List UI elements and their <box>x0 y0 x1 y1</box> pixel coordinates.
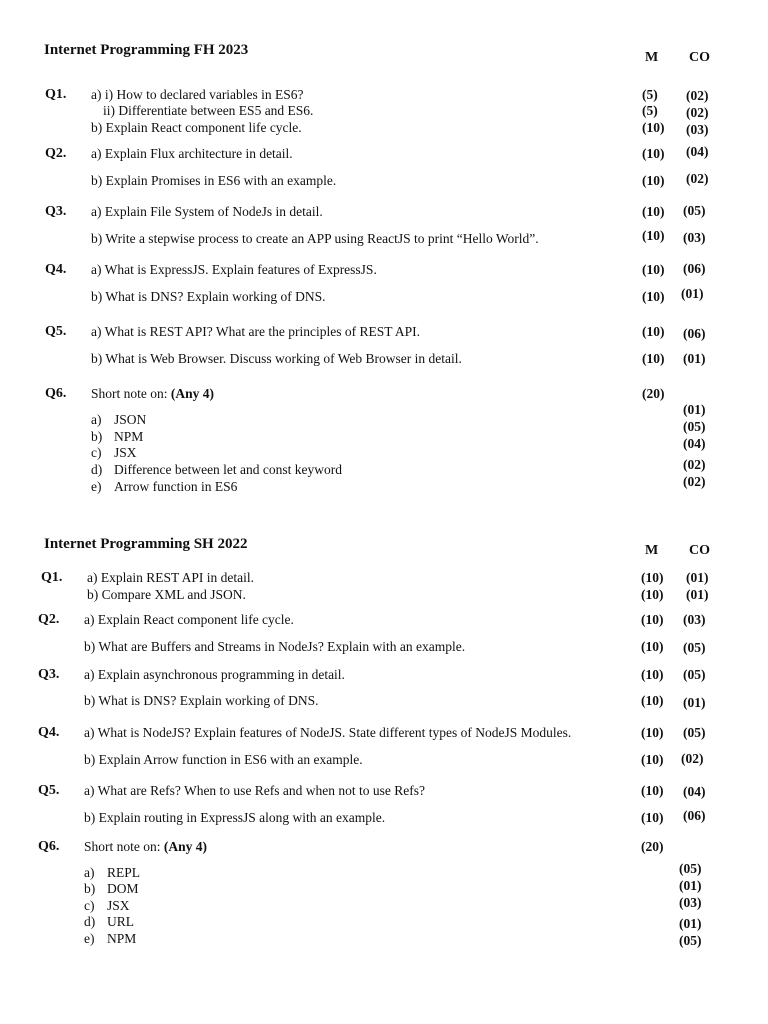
course-outcome: (01) <box>683 695 706 710</box>
marks: (10) <box>641 783 664 798</box>
question-number: Q1. <box>45 87 67 102</box>
marks: (10) <box>641 693 664 708</box>
question-number: Q4. <box>45 262 67 277</box>
question-part: a) What is REST API? What are the principles of REST API. <box>91 324 420 339</box>
section-title: Internet Programming FH 2023 <box>44 42 249 58</box>
course-outcome: (02) <box>683 474 706 489</box>
question-part: b) Explain Arrow function in ES6 with an example. <box>84 752 363 767</box>
short-note-item: b) NPM <box>91 429 144 444</box>
course-outcome: (06) <box>683 808 706 823</box>
question-part: a) Explain React component life cycle. <box>84 612 294 627</box>
short-note-item: a) JSON <box>91 412 147 427</box>
short-note-item: c) JSX <box>84 898 130 913</box>
question-number: Q6. <box>38 839 60 854</box>
marks: (10) <box>642 289 665 304</box>
course-outcome: (05) <box>683 667 706 682</box>
course-outcome: (04) <box>683 784 706 799</box>
short-note-item: e) Arrow function in ES6 <box>91 479 238 494</box>
marks: (10) <box>641 752 664 767</box>
question-part: b) What is DNS? Explain working of DNS. <box>84 693 319 708</box>
marks: (10) <box>642 204 665 219</box>
course-outcome: (04) <box>683 436 706 451</box>
question-part: b) Compare XML and JSON. <box>87 587 246 602</box>
course-outcome: (03) <box>683 230 706 245</box>
marks: (10) <box>642 173 665 188</box>
short-note-item: c) JSX <box>91 445 137 460</box>
marks: (10) <box>642 351 665 366</box>
marks: (10) <box>642 146 665 161</box>
course-outcome: (03) <box>679 895 702 910</box>
question-part: ii) Differentiate between ES5 and ES6. <box>103 103 314 118</box>
question-part: a) What are Refs? When to use Refs and when not to use Refs? <box>84 783 426 798</box>
marks: (10) <box>642 228 665 243</box>
marks: (10) <box>641 570 664 585</box>
question-part: a) i) How to declared variables in ES6? <box>91 87 304 102</box>
course-outcome: (01) <box>683 402 706 417</box>
course-outcome: (05) <box>679 861 702 876</box>
course-outcome: (06) <box>683 261 706 276</box>
question-part: a) What is NodeJS? Explain features of NodeJS. State different types of NodeJS Modules. <box>84 725 572 740</box>
short-note-item: d) Difference between let and const keyword <box>91 462 343 477</box>
question-number: Q2. <box>38 612 60 627</box>
marks: (10) <box>641 587 664 602</box>
co-column-header: CO <box>689 543 710 558</box>
question-number: Q3. <box>38 667 60 682</box>
question-part: a) What is ExpressJS. Explain features of ExpressJS. <box>91 262 377 277</box>
co-column-header: CO <box>689 50 710 65</box>
course-outcome: (01) <box>683 351 706 366</box>
course-outcome: (02) <box>686 171 709 186</box>
question-number: Q1. <box>41 570 63 585</box>
course-outcome: (05) <box>683 640 706 655</box>
course-outcome: (01) <box>681 286 704 301</box>
short-note-intro: Short note on: (Any 4) <box>91 386 214 401</box>
course-outcome: (05) <box>683 419 706 434</box>
course-outcome: (03) <box>683 612 706 627</box>
short-note-item: b) DOM <box>84 881 139 896</box>
question-number: Q5. <box>45 324 67 339</box>
marks: (10) <box>641 639 664 654</box>
question-number: Q5. <box>38 783 60 798</box>
course-outcome: (05) <box>679 933 702 948</box>
question-part: b) Write a stepwise process to create an APP using ReactJS to print “Hello World”. <box>91 231 539 246</box>
question-part: a) Explain File System of NodeJs in detail. <box>91 204 323 219</box>
course-outcome: (01) <box>686 570 709 585</box>
question-part: a) Explain asynchronous programming in detail. <box>84 667 345 682</box>
question-part: b) Explain routing in ExpressJS along with an example. <box>84 810 386 825</box>
course-outcome: (01) <box>686 587 709 602</box>
marks: (10) <box>642 262 665 277</box>
course-outcome: (05) <box>683 203 706 218</box>
short-note-item: a) REPL <box>84 865 141 880</box>
marks: (5) <box>642 103 658 118</box>
course-outcome: (03) <box>686 122 709 137</box>
marks: (10) <box>642 120 665 135</box>
short-note-item: e) NPM <box>84 931 137 946</box>
course-outcome: (02) <box>686 105 709 120</box>
question-part: b) What is Web Browser. Discuss working of Web Browser in detail. <box>91 351 462 366</box>
short-note-intro: Short note on: (Any 4) <box>84 839 207 854</box>
marks: (20) <box>642 386 665 401</box>
marks: (10) <box>642 324 665 339</box>
marks-column-header: M <box>645 543 659 558</box>
course-outcome: (05) <box>683 725 706 740</box>
marks-column-header: M <box>645 50 659 65</box>
section-title: Internet Programming SH 2022 <box>44 536 248 552</box>
marks: (10) <box>641 810 664 825</box>
question-number: Q4. <box>38 725 60 740</box>
question-part: a) Explain REST API in detail. <box>87 570 254 585</box>
course-outcome: (01) <box>679 878 702 893</box>
short-note-item: d) URL <box>84 914 134 929</box>
marks: (10) <box>641 725 664 740</box>
course-outcome: (02) <box>683 457 706 472</box>
question-part: b) What is DNS? Explain working of DNS. <box>91 289 326 304</box>
question-part: b) What are Buffers and Streams in NodeJs? Explain with an example. <box>84 639 466 654</box>
marks: (5) <box>642 87 658 102</box>
course-outcome: (02) <box>686 88 709 103</box>
question-part: a) Explain Flux architecture in detail. <box>91 146 293 161</box>
marks: (10) <box>641 667 664 682</box>
question-part: b) Explain Promises in ES6 with an example. <box>91 173 337 188</box>
question-number: Q6. <box>45 386 67 401</box>
question-number: Q3. <box>45 204 67 219</box>
question-number: Q2. <box>45 146 67 161</box>
course-outcome: (04) <box>686 144 709 159</box>
marks: (10) <box>641 612 664 627</box>
marks: (20) <box>641 839 664 854</box>
course-outcome: (02) <box>681 751 704 766</box>
course-outcome: (06) <box>683 326 706 341</box>
course-outcome: (01) <box>679 916 702 931</box>
question-part: b) Explain React component life cycle. <box>91 120 302 135</box>
